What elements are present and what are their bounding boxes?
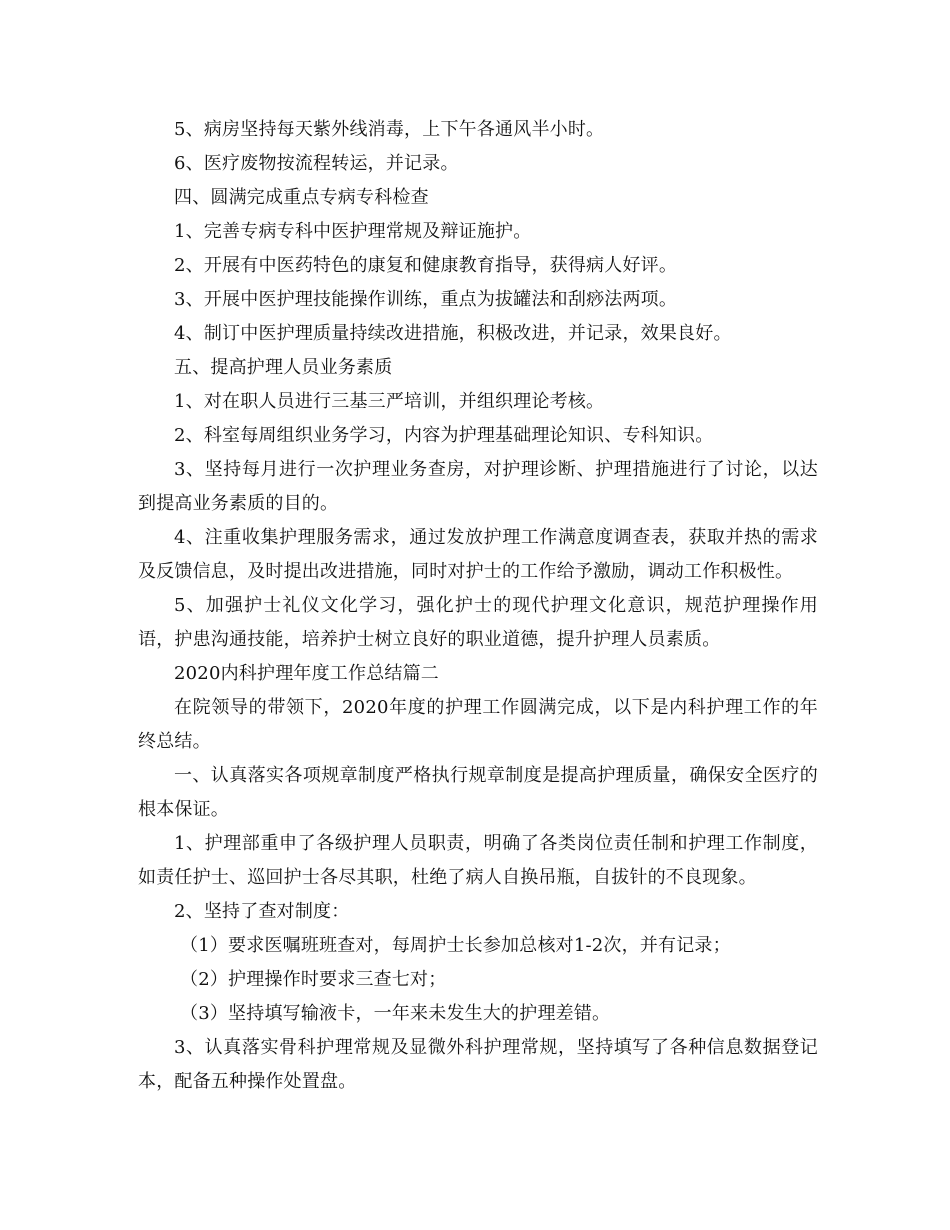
paragraph: 5、加强护士礼仪文化学习，强化护士的现代护理文化意识，规范护理操作用语，护患沟通技能，培养护士树立良好的职业道德，提升护理人员素质。 xyxy=(138,595,818,650)
paragraph: 3、坚持每月进行一次护理业务查房，对护理诊断、护理措施进行了讨论，以达到提高业务素质的目的。 xyxy=(138,459,818,514)
paragraph: 3、开展中医护理技能操作训练，重点为拔罐法和刮痧法两项。 xyxy=(174,289,678,310)
list-item: （3）坚持填写输液卡，一年来未发生大的护理差错。 xyxy=(180,1003,611,1024)
paragraph: 5、病房坚持每天紫外线消毒，上下午各通风半小时。 xyxy=(174,119,605,140)
list-item: （1）要求医嘱班班查对，每周护士长参加总核对1-2次，并有记录； xyxy=(180,935,731,956)
paragraph: 1、对在职人员进行三基三严培训，并组织理论考核。 xyxy=(174,391,605,412)
section-heading: 五、提高护理人员业务素质 xyxy=(174,357,393,378)
section-heading: 一、认真落实各项规章制度严格执行规章制度是提高护理质量，确保安全医疗的根本保证。 xyxy=(138,765,818,820)
list-item: （2）护理操作时要求三查七对； xyxy=(180,969,447,990)
document-body xyxy=(138,113,818,1099)
paragraph: 2、科室每周组织业务学习，内容为护理基础理论知识、专科知识。 xyxy=(174,425,714,446)
paragraph: 4、注重收集护理服务需求，通过发放护理工作满意度调查表，获取并热的需求及反馈信息，及时提出改进措施，同时对护士的工作给予激励，调动工作积极性。 xyxy=(138,527,818,582)
paragraph: 3、认真落实骨科护理常规及显微外科护理常规，坚持填写了各种信息数据登记本，配备五种操作处置盘。 xyxy=(138,1037,818,1092)
paragraph: 1、护理部重申了各级护理人员职责，明确了各类岗位责任制和护理工作制度，如责任护士、巡回护士各尽其职，杜绝了病人自换吊瓶，自拔针的不良现象。 xyxy=(138,833,818,888)
paragraph: 6、医疗废物按流程转运，并记录。 xyxy=(174,153,459,174)
paragraph: 在院领导的带领下，2020年度的护理工作圆满完成，以下是内科护理工作的年终总结。 xyxy=(138,697,818,752)
paragraph: 2、开展有中医药特色的康复和健康教育指导，获得病人好评。 xyxy=(174,255,678,276)
article-title: 2020内科护理年度工作总结篇二 xyxy=(174,663,440,684)
paragraph: 2、坚持了查对制度： xyxy=(174,901,350,922)
section-heading: 四、圆满完成重点专病专科检查 xyxy=(174,187,429,208)
paragraph: 4、制订中医护理质量持续改进措施，积极改进，并记录，效果良好。 xyxy=(174,323,732,344)
paragraph: 1、完善专病专科中医护理常规及辩证施护。 xyxy=(174,221,532,242)
